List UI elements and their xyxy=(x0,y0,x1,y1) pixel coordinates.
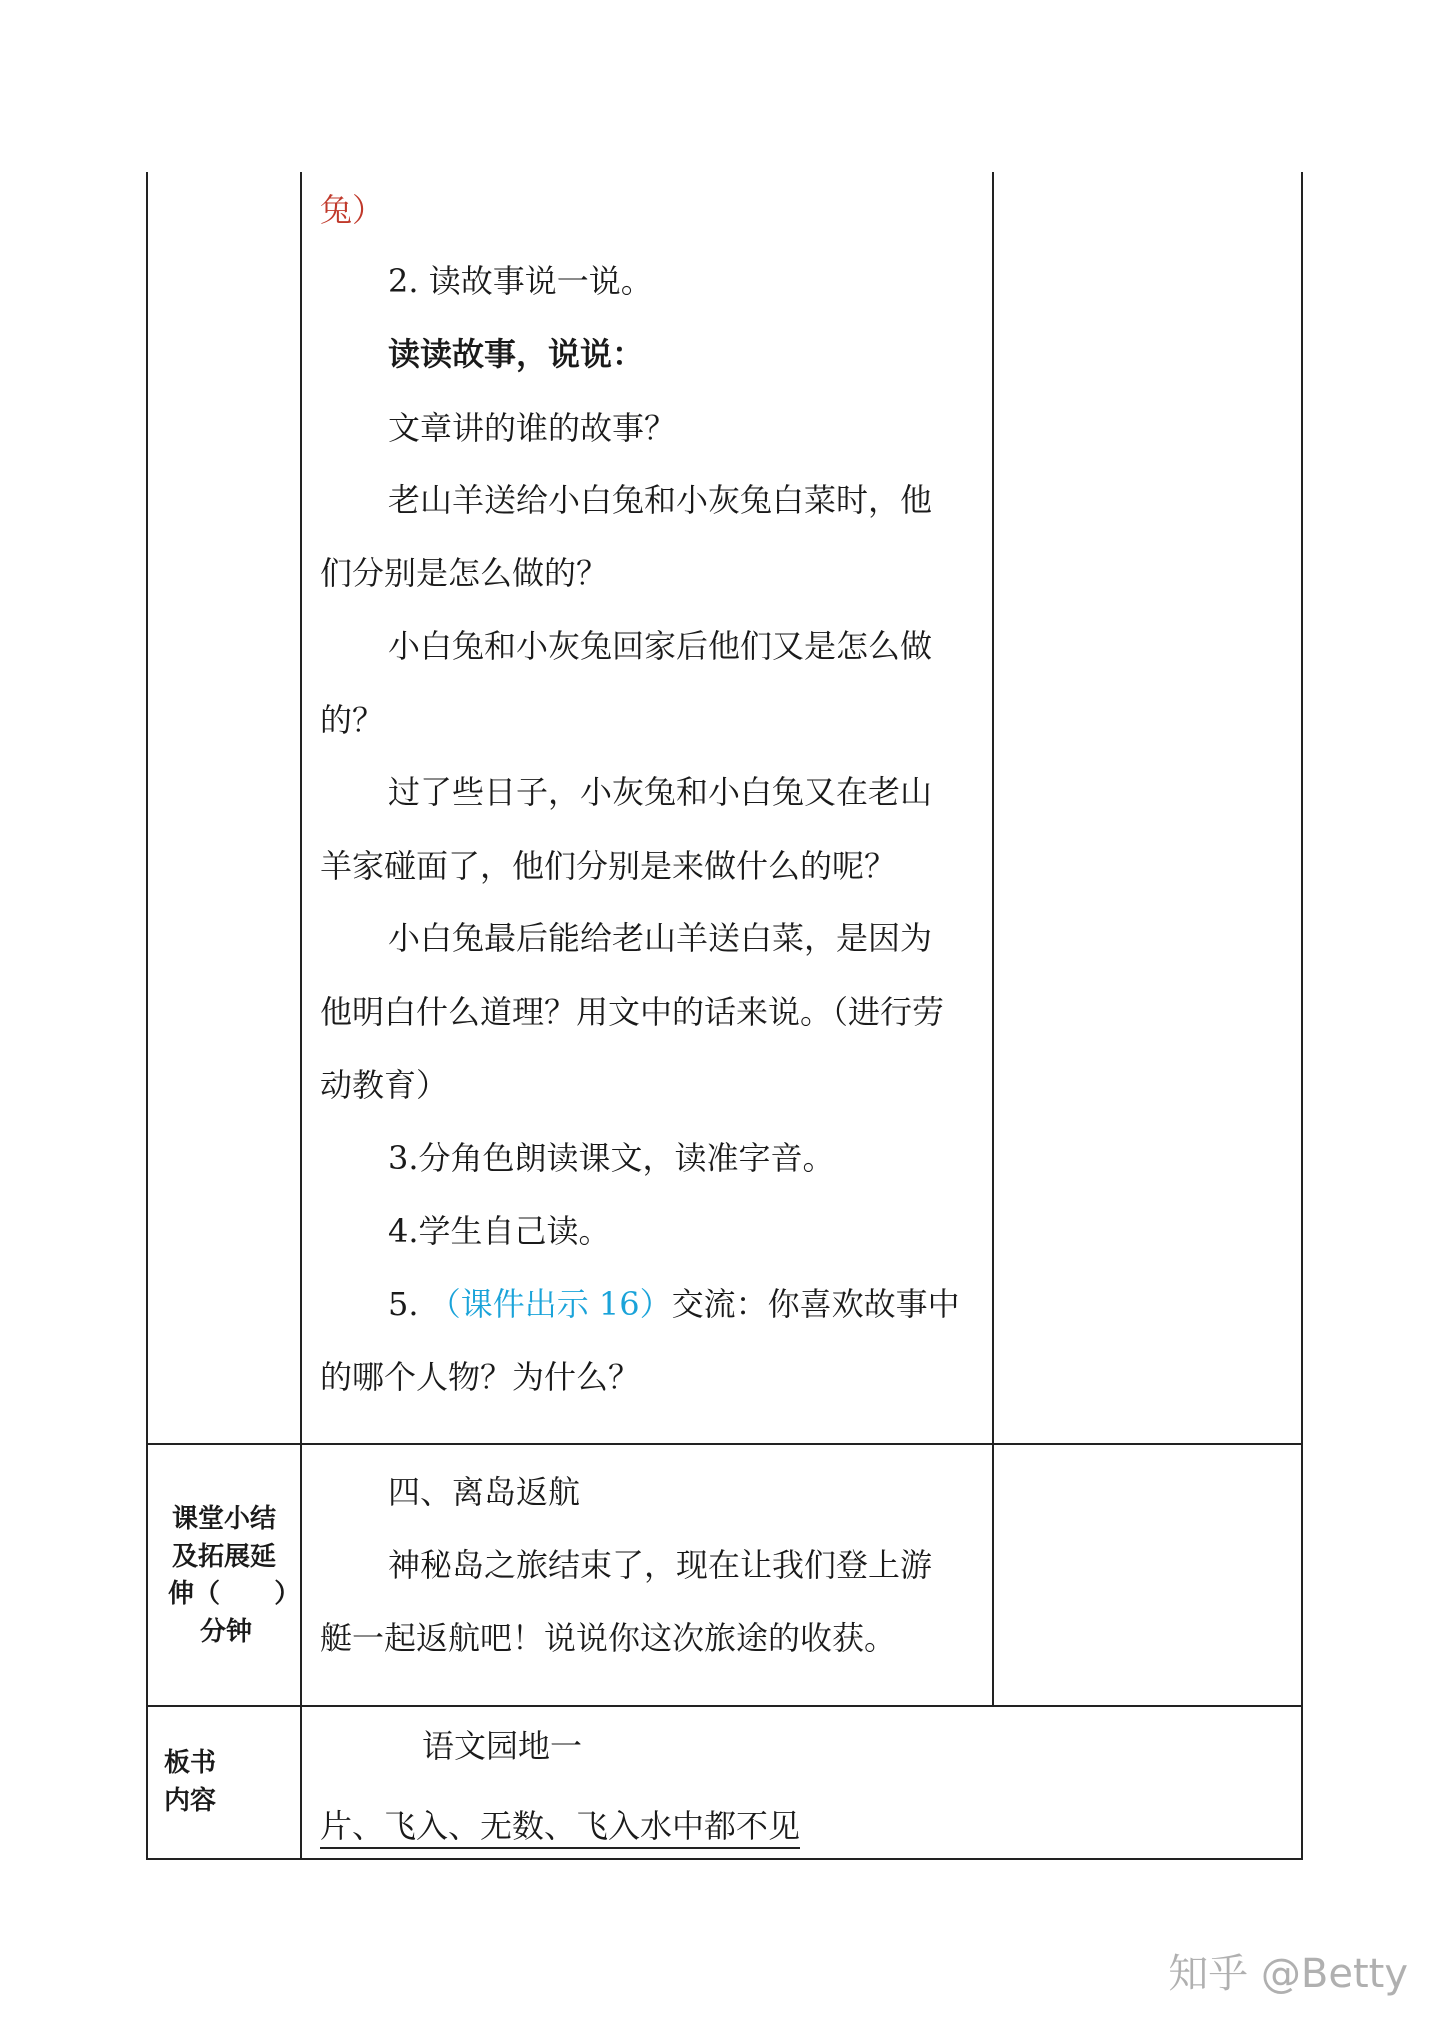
text-line: 读读故事，说说： xyxy=(388,335,645,373)
text-line: 过了些日子，小灰兔和小白兔又在老山 xyxy=(388,773,933,811)
table-border-left xyxy=(146,172,148,1860)
text-line: 的？ xyxy=(320,701,385,739)
board-label-line: 内容 xyxy=(164,1786,217,1816)
board-title: 语文园地一 xyxy=(422,1727,583,1765)
summary-text-line: 艇一起返航吧！说说你这次旅途的收获。 xyxy=(320,1619,897,1657)
courseware-reference: （课件出示 16） xyxy=(428,1285,672,1323)
summary-text-line: 神秘岛之旅结束了，现在让我们登上游 xyxy=(388,1546,933,1584)
text-line: 4.学生自己读。 xyxy=(388,1212,611,1250)
board-content: 片、飞入、无数、飞入水中都不见 xyxy=(320,1806,800,1846)
table-row-divider-1 xyxy=(146,1443,1303,1445)
text-line: 羊家碰面了，他们分别是来做什么的呢？ xyxy=(320,847,897,885)
text-line: 动教育） xyxy=(320,1066,449,1104)
summary-label-line: 伸（ ） xyxy=(168,1579,301,1609)
table-row-divider-2 xyxy=(146,1705,1303,1707)
text-line: 小白兔和小灰兔回家后他们又是怎么做 xyxy=(388,627,933,665)
table-border-right xyxy=(1301,172,1303,1860)
text-line: 老山羊送给小白兔和小灰兔白菜时，他 xyxy=(388,481,933,519)
summary-label-line: 分钟 xyxy=(200,1617,253,1647)
table-divider-col2 xyxy=(992,172,994,1707)
summary-label-line: 课堂小结 xyxy=(172,1504,277,1534)
text-line: 们分别是怎么做的？ xyxy=(320,554,609,592)
text-line: 2. 读故事说一说。 xyxy=(388,262,653,300)
text-line: 兔） xyxy=(320,191,385,229)
text-line: 他明白什么道理？用文中的话来说。（进行劳 xyxy=(320,993,945,1031)
summary-label-line: 及拓展延 xyxy=(172,1542,277,1572)
text-line xyxy=(388,1284,960,1324)
text-line: 的哪个人物？为什么？ xyxy=(320,1358,641,1396)
text-line: 文章讲的谁的故事？ xyxy=(388,409,677,447)
summary-heading: 四、离岛返航 xyxy=(388,1473,581,1511)
text-fragment: 交流：你喜欢故事中 xyxy=(671,1285,960,1323)
text-line: 3.分角色朗读课文，读准字音。 xyxy=(388,1139,835,1177)
item-number: 5. xyxy=(388,1285,419,1323)
table-border-bottom xyxy=(146,1858,1303,1860)
watermark: 知乎 @Betty xyxy=(1168,1951,1408,1997)
text-line: 小白兔最后能给老山羊送白菜，是因为 xyxy=(388,919,933,957)
board-label-line: 板书 xyxy=(164,1748,217,1778)
